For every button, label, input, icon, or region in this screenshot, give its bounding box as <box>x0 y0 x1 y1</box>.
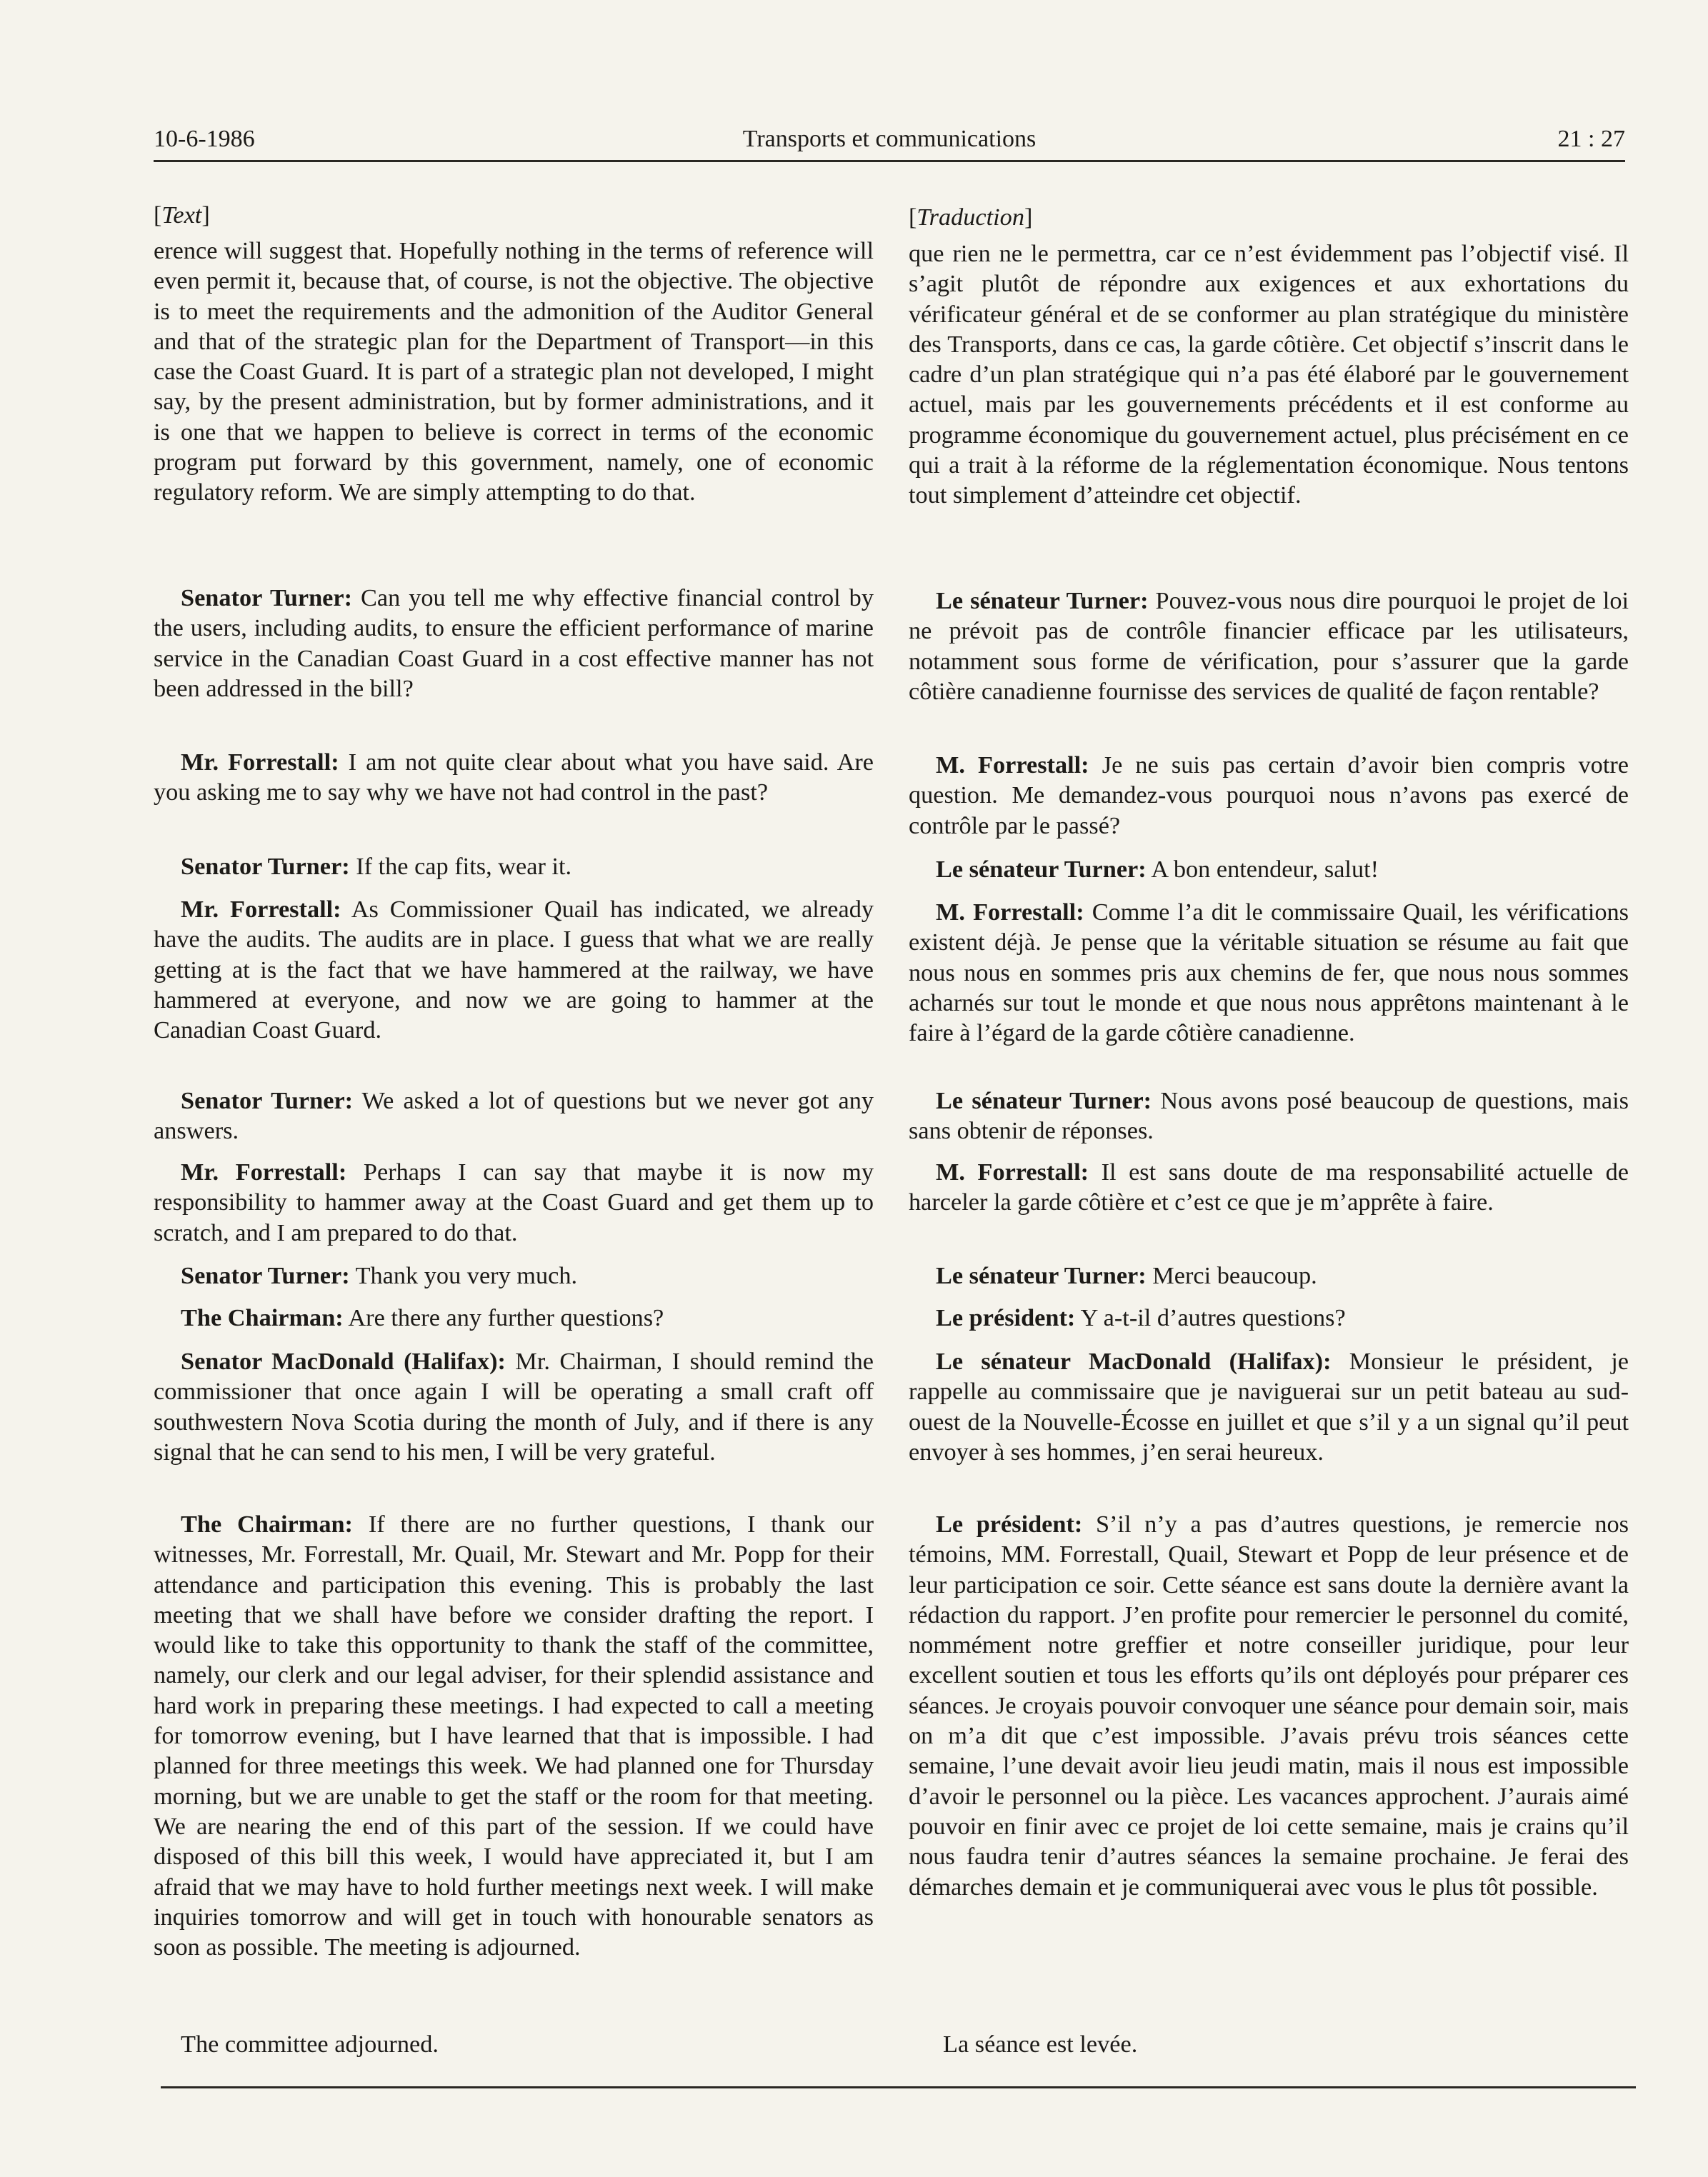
adjournment-note: The committee adjourned. <box>181 2031 439 2058</box>
speaker-name: M. Forrestall: <box>936 899 1084 926</box>
paragraph: erence will suggest that. Hopefully nothing in the terms of reference will even permit it, because that, of course, is not the objective. The objective is to meet the requirements and the admonition of the Auditor General and that of the strategic plan for the Department of Transport—in this case the Coast Guard. It is part of a strategic plan not developed, I might say, by the present administration, but by former administrations, and it is one that we happen to believe is correct in terms of the economic program put forward by this government, namely, one of economic regulatory reform. We are simply attempting to do that. <box>154 237 874 506</box>
paragraph: Le président: S’il n’y a pas d’autres questions, je remercie nos témoins, MM. Forrestall, Quail, Stewart et Popp de leur présence et de leur participation ce soir. Cette séance est sans doute la dernière avant la rédaction du rapport. J’en profite pour remercier le personnel du comité, nommément notre greffier et notre conseiller juridique, pour leur excellent soutien et tous les efforts qu’ils ont déployés pour préparer ces séances. Je croyais pouvoir convoquer une séance pour demain soir, mais on m’a dit que c’est impossible. J’avais prévu trois séances cette semaine, l’une devait avoir lieu jeudi matin, mais il nous est impossible d’avoir le personnel ou la pièce. Les vacances approchent. J’aurais aimé pouvoir en finir avec ce projet de loi cette semaine, mais je crains qu’il nous faudra tenir d’autres séances la semaine prochaine. Je ferai des démarches demain et je communiquerai avec vous le plus tôt possible. <box>909 1511 1629 1901</box>
adjournment-note: La séance est levée. <box>943 2031 1138 2058</box>
speaker-name: M. Forrestall: <box>936 1158 1089 1186</box>
speaker-name: The Chairman: <box>181 1511 353 1538</box>
header-title: Transports et communications <box>742 126 1037 152</box>
paragraph: Senator Turner: Thank you very much. <box>181 1262 578 1289</box>
paragraph: Senator Turner: We asked a lot of questions but we never got any answers. <box>154 1087 874 1145</box>
header-date: 10-6-1986 <box>154 126 255 152</box>
speaker-name: Le sénateur Turner: <box>936 856 1147 883</box>
paragraph: M. Forrestall: Je ne suis pas certain d’avoir bien compris votre question. Me demandez-vous pourquoi nous n’avons pas exercé de contrôle par le passé? <box>909 751 1629 839</box>
paragraph: Senator Turner: If the cap fits, wear it. <box>181 853 572 880</box>
speaker-name: Senator MacDonald (Halifax): <box>181 1348 506 1375</box>
speaker-name: Le sénateur MacDonald (Halifax): <box>936 1348 1332 1375</box>
speaker-name: Mr. Forrestall: <box>181 1158 347 1186</box>
speaker-name: Senator Turner: <box>181 853 350 880</box>
speaker-name: Senator Turner: <box>181 1087 354 1114</box>
paragraph: Le sénateur Turner: Pouvez-vous nous dire pourquoi le projet de loi ne prévoit pas de contrôle financier efficace par les utilisateurs, notamment sous forme de vérification, pour s’assurer que la garde côtière canadienne fournisse des services de qualité de façon rentable? <box>909 587 1629 705</box>
column-label: [Traduction] <box>909 204 1033 231</box>
running-header <box>154 123 1625 162</box>
speaker-name: Mr. Forrestall: <box>181 896 341 923</box>
speaker-name: Le sénateur Turner: <box>936 1262 1147 1289</box>
speaker-name: Senator Turner: <box>181 1262 350 1289</box>
column-label: [Text] <box>154 201 210 229</box>
paragraph: Le président: Y a-t-il d’autres questions? <box>936 1304 1346 1331</box>
speaker-name: Le sénateur Turner: <box>936 1087 1152 1114</box>
paragraph: Mr. Forrestall: Perhaps I can say that maybe it is now my responsibility to hammer away at the Coast Guard and get them up to scratch, and I am prepared to do that. <box>154 1158 874 1246</box>
paragraph: Le sénateur Turner: Nous avons posé beaucoup de questions, mais sans obtenir de réponses. <box>909 1087 1629 1145</box>
paragraph: The Chairman: If there are no further questions, I thank our witnesses, Mr. Forrestall, Mr. Quail, Mr. Stewart and Mr. Popp for their attendance and participation this evening. This is probably the last meeting that we shall have before we consider drafting the report. I would like to take this opportunity to thank the staff of the committee, namely, our clerk and our legal adviser, for their splendid assistance and hard work in preparing these meetings. I had expected to call a meeting for tomorrow evening, but I have learned that that is impossible. I had planned for three meetings this week. We had planned one for Thursday morning, but we are unable to get the staff or the room for that meeting. We are nearing the end of this part of the session. If we could have disposed of this bill this week, I would have appreciated it, but I am afraid that we may have to hold further meetings next week. I will make inquiries tomorrow and will get in touch with honourable senators as soon as possible. The meeting is adjourned. <box>154 1511 874 1961</box>
paragraph: Senator MacDonald (Halifax): Mr. Chairman, I should remind the commissioner that once again I will be operating a small craft off southwestern Nova Scotia during the month of July, and if there is any signal that he can send to his men, I will be very grateful. <box>154 1348 874 1466</box>
speaker-name: Mr. Forrestall: <box>181 749 339 776</box>
paragraph: Senator Turner: Can you tell me why effective financial control by the users, including audits, to ensure the efficient performance of marine service in the Canadian Coast Guard in a cost effective manner has not been addressed in the bill? <box>154 584 874 702</box>
speaker-name: The Chairman: <box>181 1304 344 1331</box>
footer-rule <box>161 2086 1636 2088</box>
paragraph: Mr. Forrestall: I am not quite clear about what you have said. Are you asking me to say why we have not had control in the past? <box>154 749 874 806</box>
paragraph: The Chairman: Are there any further questions? <box>181 1304 664 1331</box>
paragraph: Le sénateur MacDonald (Halifax): Monsieur le président, je rappelle au commissaire que je naviguerai sur un petit bateau au sud-ouest de la Nouvelle-Écosse en juillet et que s’il y a un signal qu’il peut envoyer à ses hommes, j’en serai heureux. <box>909 1348 1629 1466</box>
paragraph: Le sénateur Turner: Merci beaucoup. <box>936 1262 1317 1289</box>
header-page-number: 21 : 27 <box>1557 126 1625 152</box>
paragraph: M. Forrestall: Comme l’a dit le commissaire Quail, les vérifications existent déjà. Je pense que la véritable situation se résume au fait que nous nous en sommes pris aux chemins de fer, que nous nous sommes acharnés sur tout le monde et que nous nous apprêtons maintenant à le faire à l’égard de la garde côtière canadienne. <box>909 899 1629 1047</box>
paragraph: que rien ne le permettra, car ce n’est évidemment pas l’objectif visé. Il s’agit plutôt de répondre aux exigences et aux exhortations du vérificateur général et de se conformer au plan stratégique du ministère des Transports, dans ce cas, la garde côtière. Cet objectif s’inscrit dans le cadre d’un plan stratégique qui n’a pas été élaboré par le gouvernement actuel, mais par les gouvernements précédents et il est conforme au programme économique du gouvernement actuel, plus précisément en ce qui a trait à la réforme de la réglementation économique. Nous tentons tout simplement d’atteindre cet objectif. <box>909 240 1629 509</box>
speaker-name: M. Forrestall: <box>936 751 1089 779</box>
speaker-name: Le président: <box>936 1304 1076 1331</box>
speaker-name: Le président: <box>936 1511 1083 1538</box>
speaker-name: Le sénateur Turner: <box>936 587 1149 614</box>
paragraph: Le sénateur Turner: A bon entendeur, salut! <box>936 856 1379 883</box>
speaker-name: Senator Turner: <box>181 584 353 611</box>
paragraph: Mr. Forrestall: As Commissioner Quail has indicated, we already have the audits. The audits are in place. I guess that what we are really getting at is the fact that we have hammered at the railway, we have hammered at everyone, and now we are going to hammer at the Canadian Coast Guard. <box>154 896 874 1044</box>
paragraph: M. Forrestall: Il est sans doute de ma responsabilité actuelle de harceler la garde côtière et c’est ce que je m’apprête à faire. <box>909 1158 1629 1216</box>
